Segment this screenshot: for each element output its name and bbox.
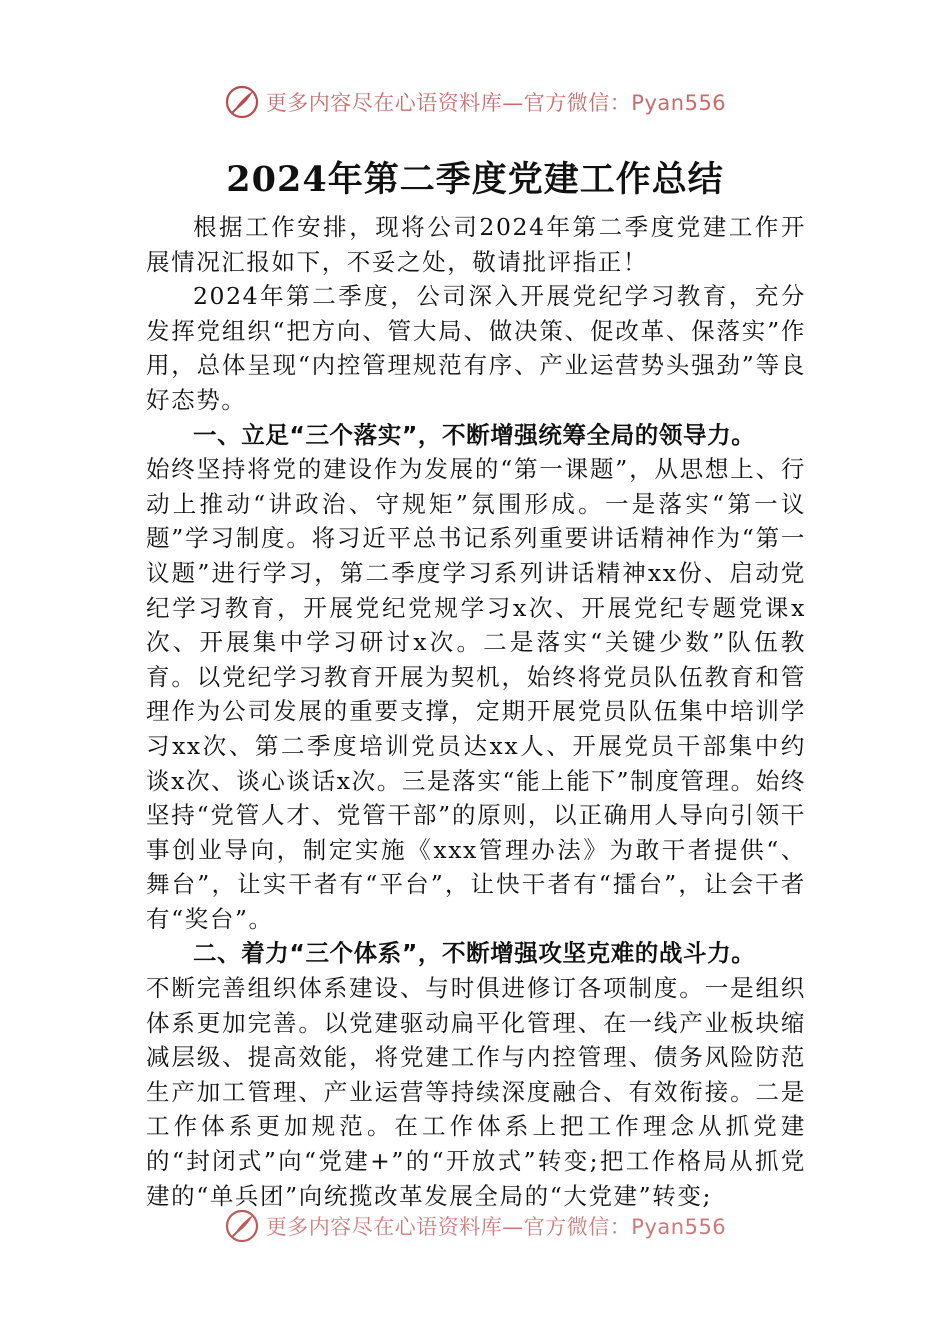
intro-paragraph-1: 根据工作安排，现将公司2024年第二季度党建工作开展情况汇报如下，不妥之处，敬请批评指正！ — [146, 213, 806, 276]
intro-paragraph-2: 2024年第二季度，公司深入开展党纪学习教育，充分发挥党组织“把方向、管大局、做决策、促改革、保落实”作用，总体呈现“内控管理规范有序、产业运营势头强劲”等良好态势。 — [146, 282, 806, 414]
document-body — [146, 210, 806, 1213]
quill-pen-logo-icon — [224, 1208, 260, 1244]
watermark-banner-top — [0, 82, 950, 122]
document-title: 2024年第二季度党建工作总结 — [226, 159, 724, 200]
section-1-body: 始终坚持将党的建设作为发展的“第一课题”，从思想上、行动上推动“讲政治、守规矩”氛围形成。一是落实“第一议题”学习制度。将习近平总书记系列重要讲话精神作为“第一议题”进行学习，第二季度学习系列讲话精神xx份、启动党纪学习教育，开展党纪党规学习x次、开展党纪专题党课x次、开展集中学习研讨x次。二是落实“关键少数”队伍教育。以党纪学习教育开展为契机，始终将党员队伍教育和管理作为公司发展的重要支撑，定期开展党员队伍集中培训学习xx次、第二季度培训党员达xx人、开展党员干部集中约谈x次、谈心谈话x次。三是落实“能上能下”制度管理。始终坚持“党管人才、党管干部”的原则，以正确用人导向引领干事创业导向，制定实施《xxx管理办法》为敢干者提供“、舞台”，让实干者有“平台”，让快干者有“擂台”，让会干者有“奖台”。 — [146, 455, 806, 933]
watermark-text: 更多内容尽在心语资料库—官方微信：Pyan556 — [265, 91, 727, 115]
section-2-body: 不断完善组织体系建设、与时俱进修订各项制度。一是组织体系更加完善。以党建驱动扁平化管理、在一线产业板块缩减层级、提高效能，将党建工作与内控管理、债务风险防范生产加工管理、产业运营等持续深度融合、有效衔接。二是工作体系更加规范。在工作体系上把工作理念从抓党建的“封闭式”向“党建+”的“开放式”转变;把工作格局从抓党建的“单兵团”向统揽改革发展全局的“大党建”转变; — [146, 974, 806, 1210]
section-1-heading: 一、立足“三个落实”，不断增强统筹全局的领导力。 — [193, 420, 756, 449]
watermark-banner-bottom — [0, 1206, 950, 1246]
quill-pen-logo-icon — [224, 84, 260, 120]
section-2-heading: 二、着力“三个体系”，不断增强攻坚克难的战斗力。 — [193, 939, 756, 968]
watermark-text: 更多内容尽在心语资料库—官方微信：Pyan556 — [265, 1215, 727, 1239]
